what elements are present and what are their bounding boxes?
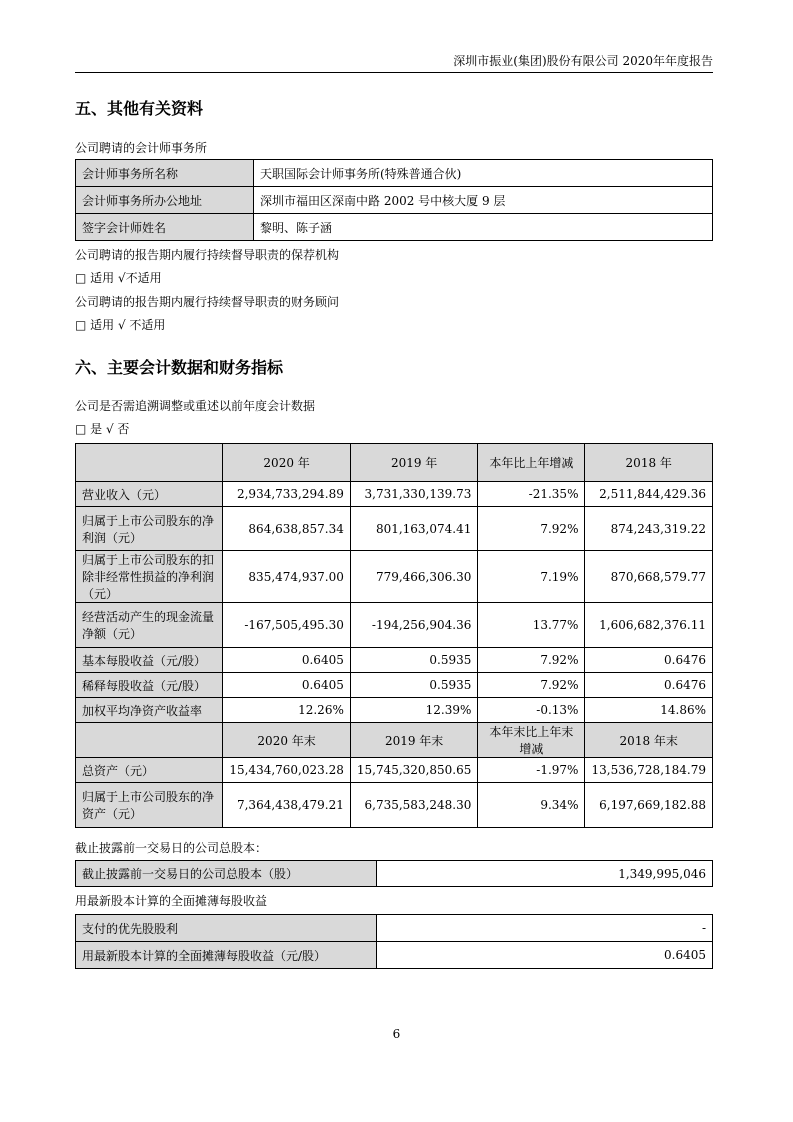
cell-2018: 870,668,579.77 [585,551,713,603]
header-cell: 本年末比上年末增减 [478,723,585,758]
accountant-row [76,187,713,214]
eps-label: 用最新股本计算的全面摊薄每股收益（元/股） [76,942,377,969]
eps-value: - [377,915,713,942]
cell-change: 13.77% [478,603,585,648]
cell-2018: 1,606,682,376.11 [585,603,713,648]
header-cell [76,444,223,482]
cell-2020: 0.6405 [223,673,351,698]
cell-2020: 0.6405 [223,648,351,673]
table-row [76,673,713,698]
row-label: 总资产（元） [76,758,223,783]
table-row [76,698,713,723]
row-label: 营业收入（元） [76,482,223,507]
header-cell [76,723,223,758]
restate-option: □ 是 √ 否 [75,422,130,436]
header-cell: 2019 年 [350,444,478,482]
cell-change: 9.34% [478,783,585,828]
cell-2018: 0.6476 [585,648,713,673]
cell-2020: 15,434,760,023.28 [223,758,351,783]
cell-2019: 0.5935 [350,648,478,673]
restate-question: 公司是否需追溯调整或重述以前年度会计数据 [75,399,316,413]
eps-value: 0.6405 [377,942,713,969]
table-subheader-row [76,723,713,758]
page-header: 深圳市振业(集团)股份有限公司 2020年年度报告 [75,50,713,73]
header-cell: 2018 年末 [585,723,713,758]
accountant-table [75,159,713,241]
header-cell: 2019 年末 [350,723,478,758]
share-intro: 截止披露前一交易日的公司总股本： [75,841,268,855]
accountant-row [76,214,713,241]
share-value: 1,349,995,046 [377,861,713,887]
accountant-label: 签字会计师姓名 [76,214,254,241]
table-row [76,861,713,887]
share-table [75,860,713,887]
accountant-value: 天职国际会计师事务所(特殊普通合伙) [254,160,713,187]
accountant-intro: 公司聘请的会计师事务所 [75,141,208,155]
cell-2019: 801,163,074.41 [350,507,478,551]
row-label: 归属于上市公司股东的扣除非经常性损益的净利润（元） [76,551,223,603]
cell-2019: 3,731,330,139.73 [350,482,478,507]
section5-title: 五、其他有关资料 [75,99,204,118]
cell-2020: 835,474,937.00 [223,551,351,603]
financial-table [75,443,713,828]
cell-2020: 2,934,733,294.89 [223,482,351,507]
table-row [76,507,713,551]
header-cell: 2020 年 [223,444,351,482]
cell-2018: 13,536,728,184.79 [585,758,713,783]
advisor-text: 公司聘请的报告期内履行持续督导职责的财务顾问 [75,295,340,309]
eps-table [75,914,713,969]
row-label: 归属于上市公司股东的净资产（元） [76,783,223,828]
row-label: 稀释每股收益（元/股） [76,673,223,698]
table-row [76,915,713,942]
accountant-label: 会计师事务所办公地址 [76,187,254,214]
cell-2018: 0.6476 [585,673,713,698]
cell-2018: 874,243,319.22 [585,507,713,551]
table-row [76,783,713,828]
accountant-value: 黎明、陈子涵 [254,214,713,241]
table-row [76,942,713,969]
accountant-value: 深圳市福田区深南中路 2002 号中核大厦 9 层 [254,187,713,214]
cell-2020: -167,505,495.30 [223,603,351,648]
row-label: 归属于上市公司股东的净利润（元） [76,507,223,551]
cell-change: 7.92% [478,673,585,698]
cell-2020: 864,638,857.34 [223,507,351,551]
cell-2019: 0.5935 [350,673,478,698]
row-label: 基本每股收益（元/股） [76,648,223,673]
row-label: 加权平均净资产收益率 [76,698,223,723]
cell-2018: 14.86% [585,698,713,723]
accountant-label: 会计师事务所名称 [76,160,254,187]
section6-title: 六、主要会计数据和财务指标 [75,358,284,377]
sponsor-text: 公司聘请的报告期内履行持续督导职责的保荐机构 [75,248,340,262]
cell-2019: 15,745,320,850.65 [350,758,478,783]
sponsor-option: □ 适用 √不适用 [75,271,162,285]
cell-2019: 779,466,306.30 [350,551,478,603]
header-cell: 本年比上年增减 [478,444,585,482]
table-header-row [76,444,713,482]
share-label: 截止披露前一交易日的公司总股本（股） [76,861,377,887]
cell-2019: -194,256,904.36 [350,603,478,648]
cell-2019: 12.39% [350,698,478,723]
table-row [76,603,713,648]
cell-2020: 12.26% [223,698,351,723]
table-row [76,482,713,507]
cell-2019: 6,735,583,248.30 [350,783,478,828]
eps-label: 支付的优先股股利 [76,915,377,942]
cell-2018: 2,511,844,429.36 [585,482,713,507]
header-cell: 2018 年 [585,444,713,482]
cell-change: -1.97% [478,758,585,783]
cell-change: 7.92% [478,648,585,673]
accountant-row [76,160,713,187]
cell-change: -21.35% [478,482,585,507]
table-row [76,648,713,673]
header-cell: 2020 年末 [223,723,351,758]
table-row [76,551,713,603]
row-label: 经营活动产生的现金流量净额（元） [76,603,223,648]
table-row [76,758,713,783]
cell-2020: 7,364,438,479.21 [223,783,351,828]
advisor-option: □ 适用 √ 不适用 [75,318,166,332]
cell-2018: 6,197,669,182.88 [585,783,713,828]
cell-change: 7.19% [478,551,585,603]
cell-change: -0.13% [478,698,585,723]
cell-change: 7.92% [478,507,585,551]
page-number: 6 [392,1027,401,1041]
eps-intro: 用最新股本计算的全面摊薄每股收益 [75,894,268,908]
